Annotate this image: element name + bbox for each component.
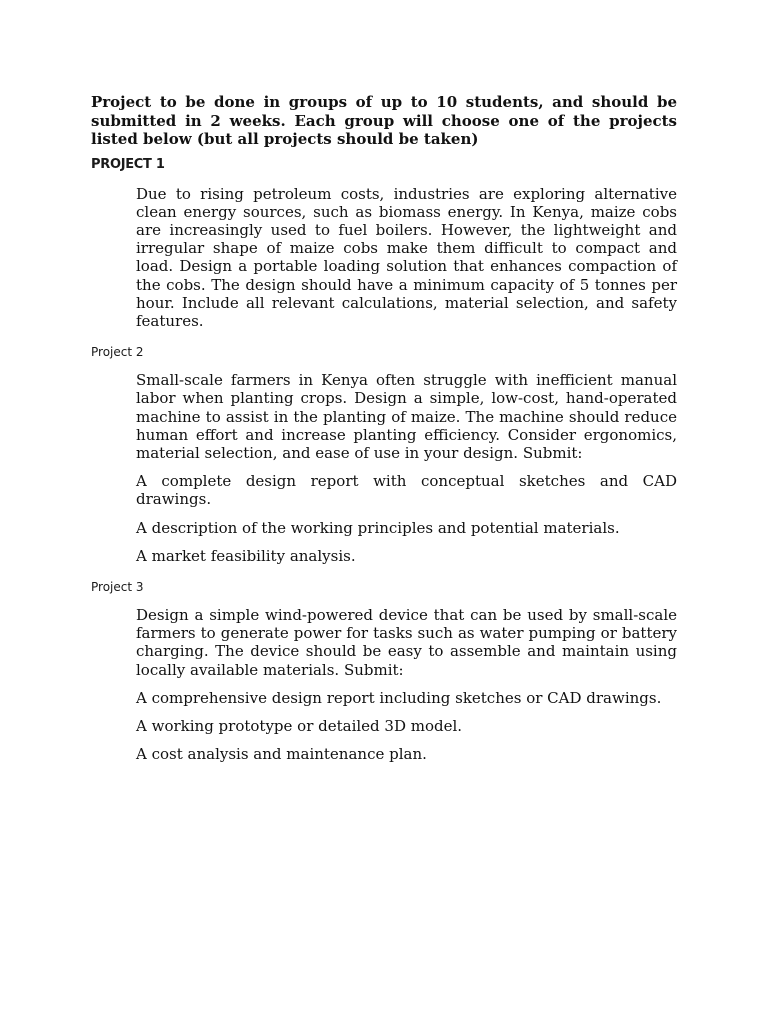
project-2-body [136,371,677,565]
project-3-heading: Project 3 [91,579,144,594]
project-2-heading: Project 2 [91,345,144,360]
project-1-description: Due to rising petroleum costs, industries are exploring alternative clean energy sources, such as biomass energy. In Kenya, maize cobs are increasingly used to fuel boilers. However, the lightweight and irregular shape of maize cobs make them difficult to compact and load. Design a portable loading solution that enhances compaction of the cobs. The design should have a minimum capacity of 5 tonnes per hour. Include all relevant calculations, material selection, and safety features. [136,184,677,330]
project-3-deliverable: A comprehensive design report including sketches or CAD drawings. [136,688,662,707]
project-2-deliverable: A market feasibility analysis. [136,546,356,565]
project-2-deliverable: A description of the working principles and potential materials. [136,518,620,537]
project-3-body [136,606,677,763]
document-page [91,93,677,773]
project-2-deliverable: A complete design report with conceptual sketches and CAD drawings. [136,472,677,509]
project-3-deliverable: A cost analysis and maintenance plan. [136,745,427,764]
project-3-description: Design a simple wind-powered device that can be used by small-scale farmers to generate power for tasks such as water pumping or battery charging. The device should be easy to assemble and maintain using locally available materials. Submit: [136,605,677,679]
project-1-heading: PROJECT 1 [91,156,165,172]
project-3-deliverable: A working prototype or detailed 3D model. [136,716,463,735]
project-2-description: Small-scale farmers in Kenya often struggle with inefficient manual labor when planting crops. Design a simple, low-cost, hand-operated machine to assist in the planting of maize. The machine should reduce human effort and increase planting efficiency. Consider ergonomics, material selection, and ease of use in your design. Submit: [136,371,677,462]
intro-paragraph: Project to be done in groups of up to 10 students, and should be submitted in 2 weeks. Each group will choose one of the projects listed below (but all projects should be taken) [91,93,677,148]
project-1-body [136,185,677,331]
